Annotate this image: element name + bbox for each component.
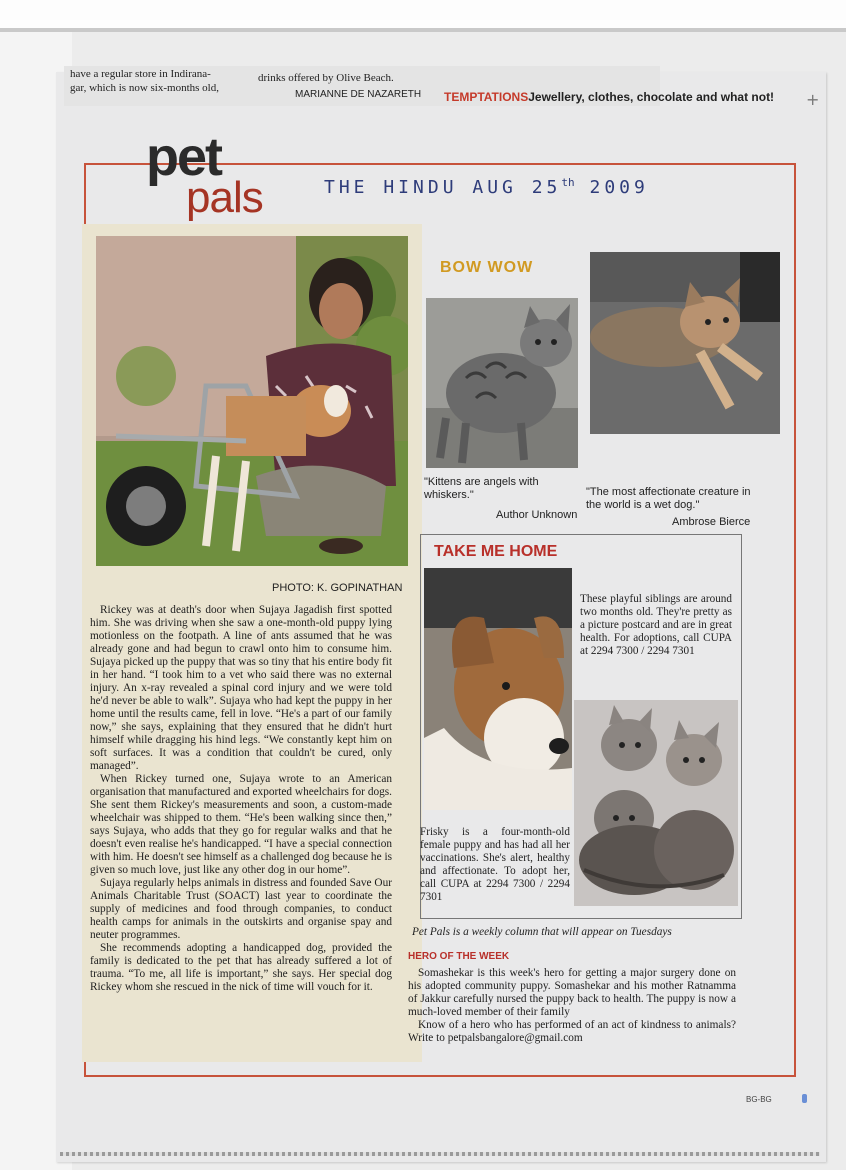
temptations-label: TEMPTATIONS [444,90,529,104]
hero-heading: HERO OF THE WEEK [408,951,510,962]
temptations-teaser [444,90,774,104]
byline: MARIANNE DE NAZARETH [295,89,422,100]
frisky-adoption-text: Frisky is a four-month-old female puppy and has had all her vaccinations. She's alert, healthy and affectionate. To adopt her, call CUPA at 2294 7300 / 2294 7301 [420,826,570,903]
registration-mark-icon: + [806,90,820,109]
story-paragraph: Rickey was at death's door when Sujaya Jagadish first spotted him. She was driving when she saw a one-month-old puppy lying motionless on the footpath. A line of ants assumed that he was already gone and had begun to crawl onto him to consume him. Sujaya picked up the puppy that was so tiny that his entire body fit in her hand. “I took him to a vet who said there was no external injury. An x-ray revealed a spinal cord injury and we were told he'd never be able to walk”. Sujaya who had kept the puppy in her home until the results came, fell in love. “He's a part of our family now,” she says, explaining that they ensured that he didn't hurt himself while dragging his hind legs. “We constantly kept him on soft surfaces. It was a condition that couldn't be cured, only managed”. [90,604,392,772]
kittens-photo [574,700,738,906]
dog-quote-author: Ambrose Bierce [672,516,751,528]
kitten-photo [426,298,578,468]
take-me-home-heading: TAKE ME HOME [434,543,558,560]
dog-quote: "The most affectionate creature in the world is a wet dog." [586,486,751,511]
handwritten-date-note [324,176,649,198]
kitten-quote-author: Author Unknown [496,509,578,521]
strip-line1-left: have a regular store in Indirana- [70,68,211,80]
hero-paragraph: Know of a hero who has performed of an act of kindness to animals? Write to petpalsbangalore@gmail.com [408,1019,736,1044]
perforated-edge [60,1152,820,1156]
main-photo [96,236,408,566]
page-code: BG-BG [746,1095,772,1104]
story-paragraph: She recommends adopting a handicapped dog, provided the family is dedicated to the pet that has already suffered a lot of trauma. “To me, all life is important,” she says. Her special dog Rickey whom she rescued in the nick of time will vouch for it. [90,942,392,993]
hero-story [408,967,736,1045]
strip-line1-mid: drinks offered by Olive Beach. [258,72,394,84]
column-note: Pet Pals is a weekly column that will appear on Tuesdays [412,926,672,938]
handwritten-text: THE HINDU AUG 25 [324,177,562,198]
puppy-photo [590,252,780,434]
logo-pet: pet [146,127,221,187]
logo-pals: pals [186,173,263,222]
photo-credit: PHOTO: K. GOPINATHAN [272,582,403,594]
feature-story [90,604,392,994]
temptations-text: Jewellery, clothes, chocolate and what not! [528,90,775,104]
handwritten-year: 2009 [589,177,649,198]
scan-top-edge [0,0,846,30]
kitten-quote: "Kittens are angels with whiskers." [424,476,539,501]
story-paragraph: Sujaya regularly helps animals in distress and founded Save Our Animals Charitable Trust (SOACT) last year to coordinate the supply of medicines and food through companies, to conduct health camps for animals in the outskirts and organise spay and neuter programmes. [90,877,392,941]
hero-paragraph: Somashekar is this week's hero for getting a major surgery done on his adopted community puppy. Somashekar and his mother Ratnamma of Jakkur carefully nursed the puppy back to health. The puppy is now a much-loved member of their family [408,967,736,1018]
ink-mark [802,1094,807,1103]
bow-wow-heading: BOW WOW [440,259,534,276]
handwritten-sup: th [561,176,575,189]
strip-line2-left: gar, which is now six-months old, [70,82,219,94]
frisky-photo [424,568,572,810]
story-paragraph: When Rickey turned one, Sujaya wrote to an American organisation that manufactured and exported wheelchairs for dogs. She sent them Rickey's measurements and soon, a custom-made wheelchair was shipped to them. “He's been walking since then,” says Sujaya, who adds that they go for regular walks and that he doesn't even realise he's handicapped. “I have a special connection with him. He doesn't see himself as a challenged dog because he is given so much love, just like any other dog in our home”. [90,773,392,876]
kittens-adoption-text: These playful siblings are around two months old. They're pretty as a picture postcard and are in great health. For adoptions, call CUPA at 2294 7300 / 2294 7301 [580,593,732,657]
